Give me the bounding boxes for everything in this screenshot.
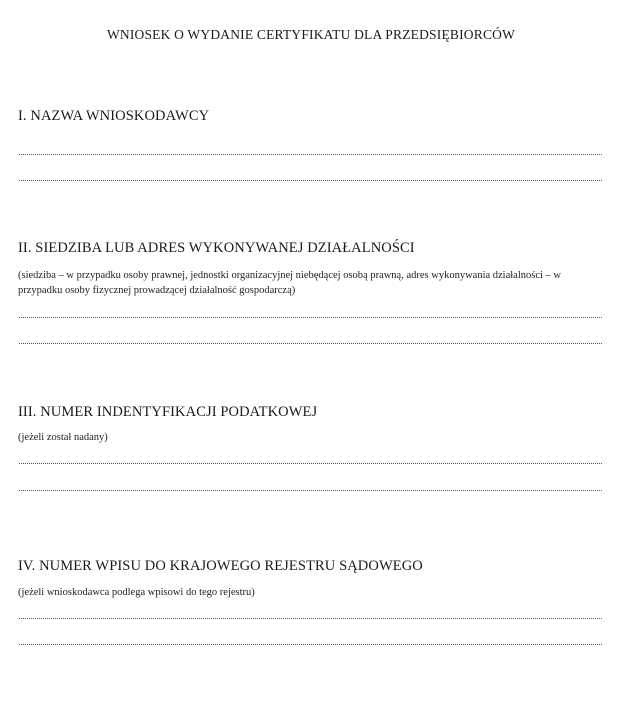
section-heading-krs-number: IV. NUMER WPISU DO KRAJOWEGO REJESTRU SĄDOWEGO [18, 558, 423, 574]
section-heading-applicant-name: I. NAZWA WNIOSKODAWCY [18, 108, 210, 124]
krs-number-line-2[interactable] [19, 644, 602, 645]
tax-id-line-2[interactable] [19, 490, 602, 491]
krs-number-note: (jeżeli wnioskodawca podlega wpisowi do tego rejestru) [18, 587, 255, 598]
section-heading-business-address: II. SIEDZIBA LUB ADRES WYKONYWANEJ DZIAŁALNOŚCI [18, 240, 415, 256]
applicant-name-line-1[interactable] [19, 154, 602, 155]
section-heading-tax-id: III. NUMER INDENTYFIKACJI PODATKOWEJ [18, 404, 318, 420]
tax-id-note: (jeżeli został nadany) [18, 432, 108, 443]
applicant-name-line-2[interactable] [19, 180, 602, 181]
business-address-line-1[interactable] [19, 317, 602, 318]
business-address-line-2[interactable] [19, 343, 602, 344]
business-address-note: (siedziba – w przypadku osoby prawnej, jednostki organizacyjnej niebędącej osobą prawną, adres wykonywania działalności – w przypadku osoby fizycznej prowadzącej działalność gospodarczą) [18, 270, 562, 296]
document-title: WNIOSEK O WYDANIE CERTYFIKATU DLA PRZEDSIĘBIORCÓW [106, 27, 516, 42]
tax-id-line-1[interactable] [19, 463, 602, 464]
krs-number-line-1[interactable] [19, 618, 602, 619]
